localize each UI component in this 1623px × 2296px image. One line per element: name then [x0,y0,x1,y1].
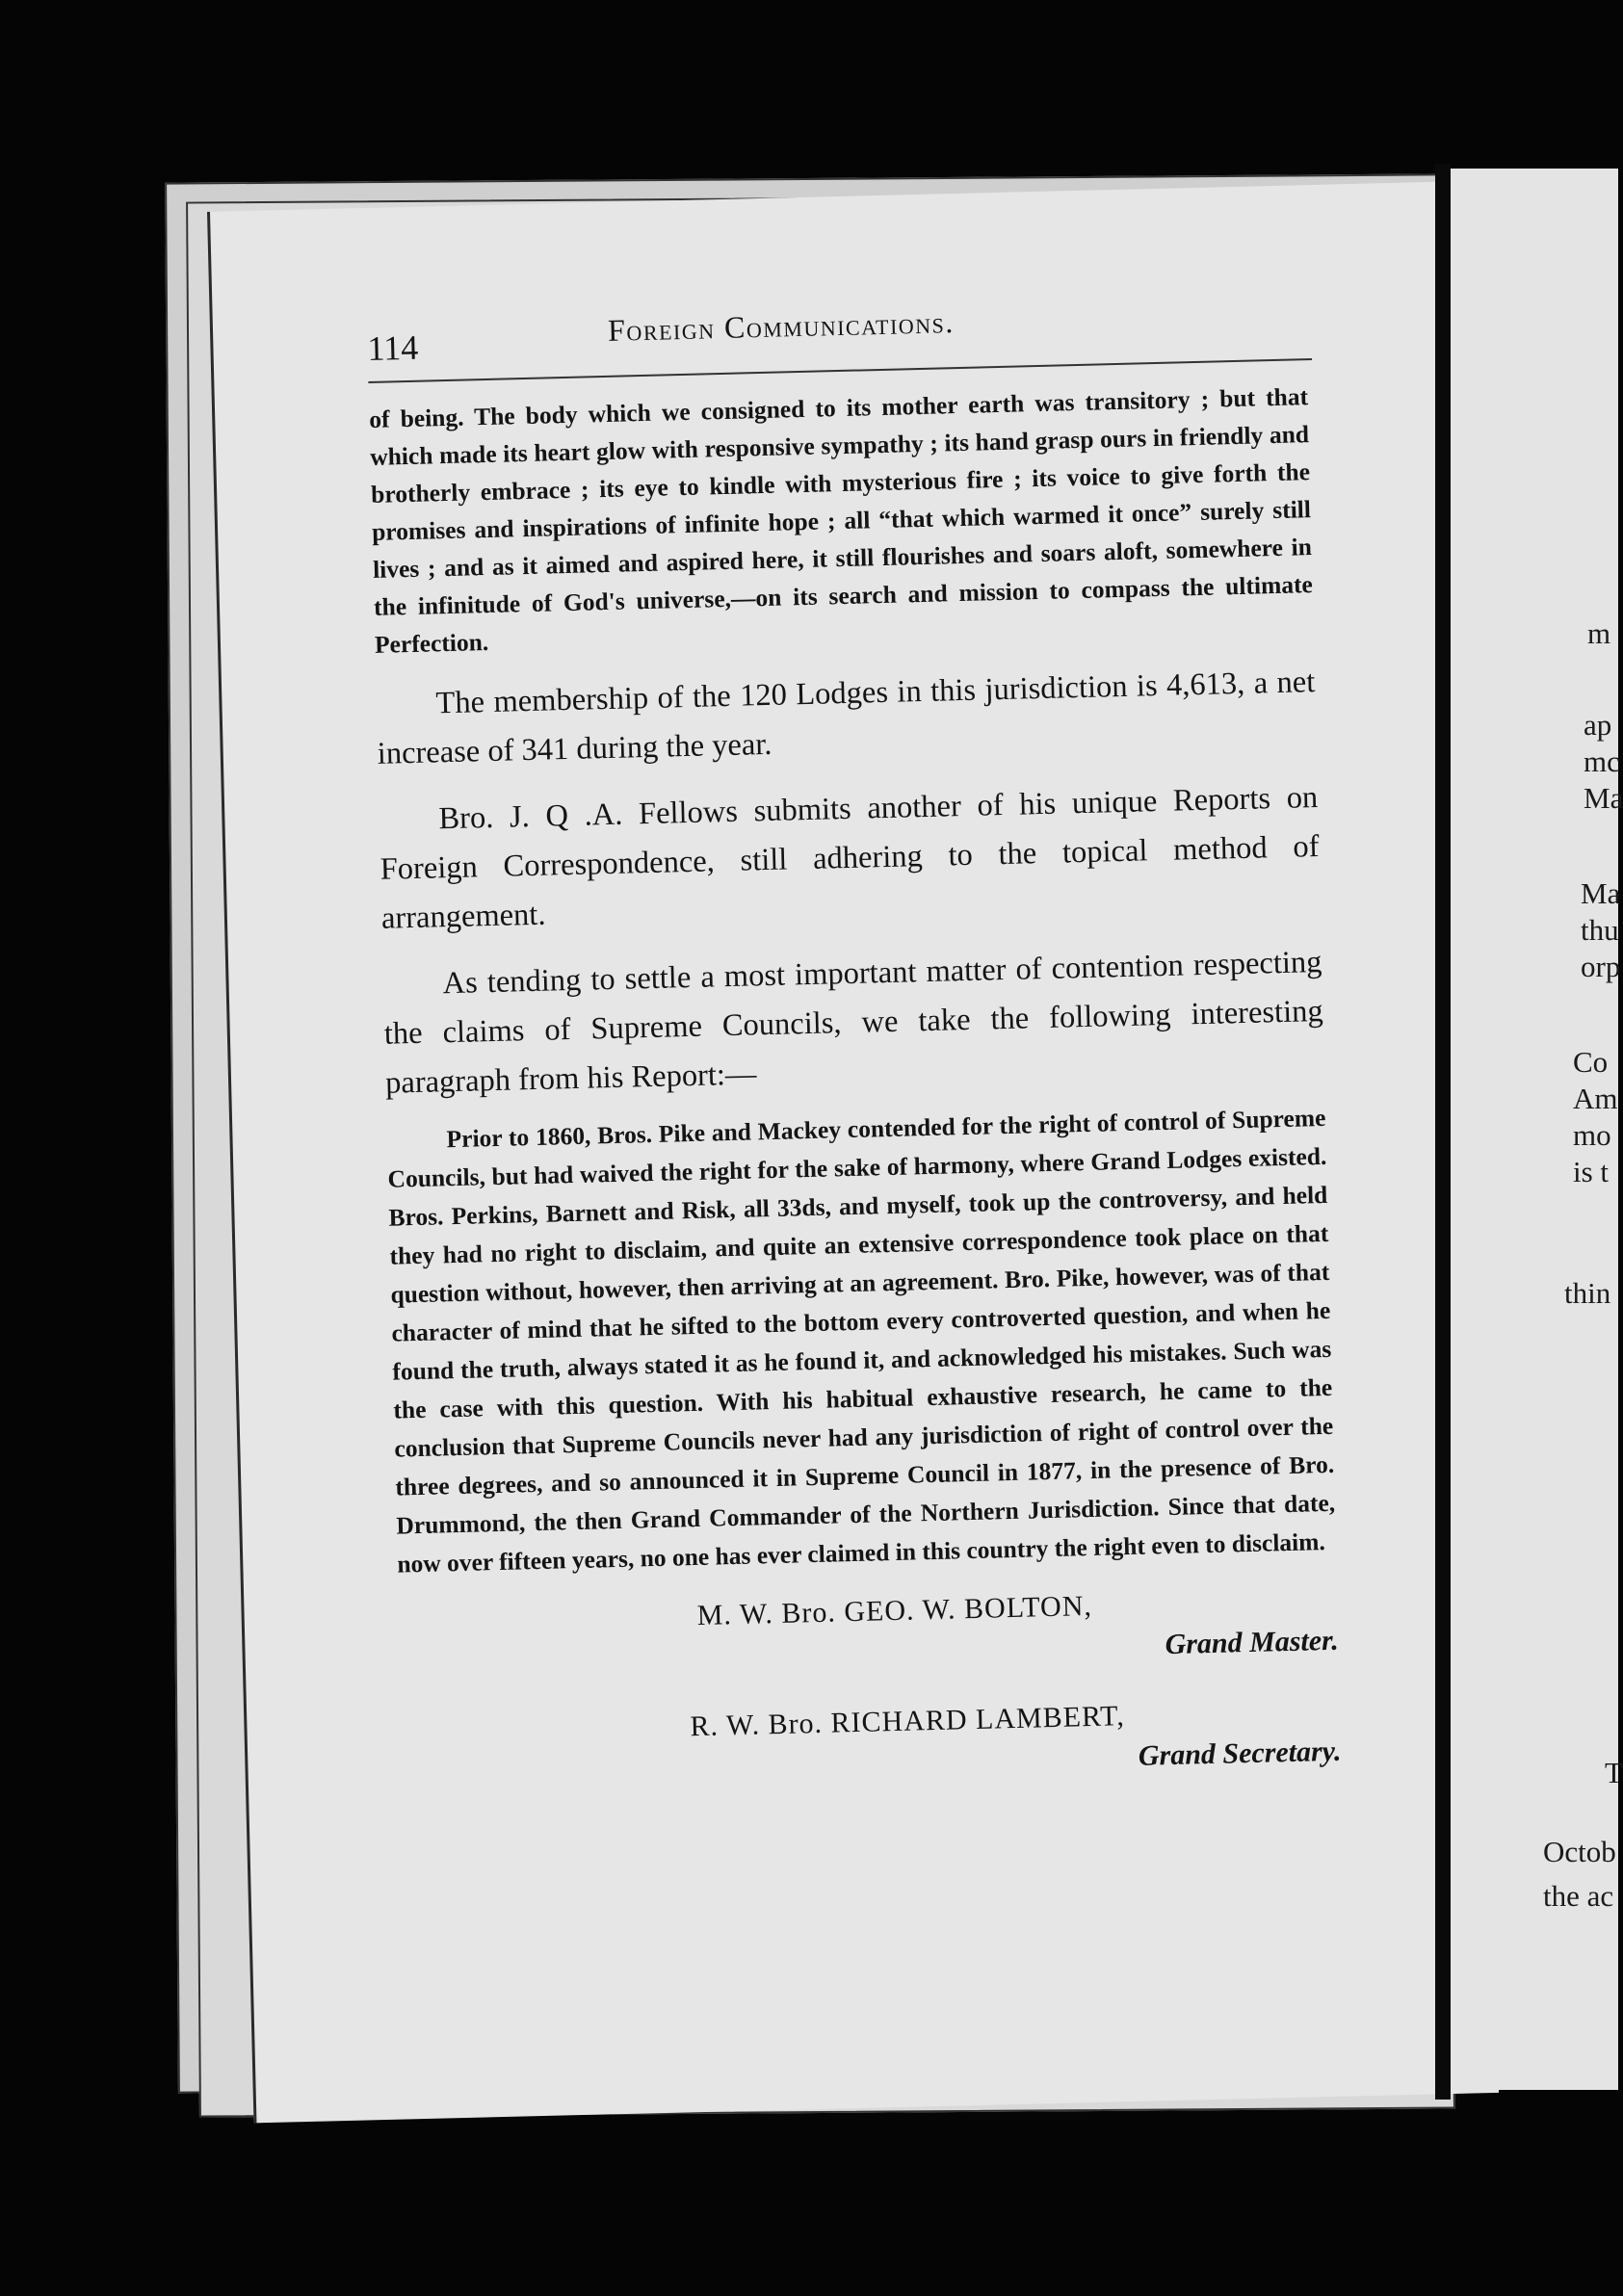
page-header [367,296,1312,377]
running-head: Foreign Communications. [607,304,955,348]
right-page-fragment: thu [1581,913,1619,947]
signature-name: M. W. Bro. GEO. W. BOLTON, [696,1589,1093,1631]
fellows-paragraph: Bro. J. Q .A. Fellows submits another of his unique Reports on Foreign Correspondence, still adhering to the topical method of arrangement. [380,780,1320,936]
right-page-fragment: Ma [1584,781,1623,815]
right-page-fragment: mo [1573,1118,1611,1152]
report-quotation: Prior to 1860, Bros. Pike and Mackey contended for the right of control of Supreme Councils, but had waived the right for the sake of harmony, where Grand Lodges existed. Bros. Perkins, Barnett and Risk, all 33ds, and myself, took up the controversy, and held they had no right to disclaim, and quite an extensive correspondence took place on that question without, however, then arriving at an agreement. Bro. Pike, however, was of that character of mind that he sifted to the bottom every controverted question, and when he found the truth, always stated it as he found it, and acknowledged his mistakes. Such was the case with this question. With his habitual exhaustive research, he came to the conclusion that Supreme Councils never had any jurisdiction of right of control over the three degrees, and so announced it in Supreme Council in 1877, in the presence of Bro. Drummond, the then Grand Commander of the Northern Jurisdiction. Since that date, now over fifteen years, no one has ever claimed in this country the right even to disclaim. [387,1103,1336,1578]
right-page-fragment: orp [1581,950,1621,983]
contention-paragraph: As tending to settle a most important matter of contention respecting the claims of Supreme Councils, we take the following interesting paragraph from his Report:— [383,944,1324,1101]
right-page-edge [1451,169,1623,2090]
book-gutter [1435,164,1451,2100]
page-body [369,378,1342,1775]
right-page-fragment: Co [1573,1045,1609,1079]
right-page-fragment: mc [1584,744,1620,778]
signature-title: Grand Secretary. [1138,1735,1342,1772]
right-page-fragment: Octob [1543,1835,1616,1868]
right-page-fragment: is t [1573,1155,1610,1188]
membership-paragraph: The membership of the 120 Lodges in this jurisdiction is 4,613, a net increase of 341 during the year. [377,665,1316,771]
page-number: 114 [367,327,419,368]
right-page-fragment: the ac [1543,1879,1614,1913]
signature-name: R. W. Bro. RICHARD LAMBERT, [690,1700,1126,1743]
right-page-fragment: Am [1573,1082,1618,1115]
right-page-fragment: ap [1584,708,1612,742]
left-page [207,181,1499,2123]
right-page-fragment: Ma [1581,876,1621,910]
continuation-paragraph: of being. The body which we consigned to its mother earth was transitory ; but that which made its heart glow with responsive sympathy ; its hand grasp ours in friendly and brotherly embrace ; its eye to kindle with mysterious fire ; its voice to give forth the promises and inspirations of infinite hope ; all “that which warmed it once” surely still lives ; and as it aimed and aspired here, it still flourishes and soars aloft, somewhere in the infinitude of God's universe,—on its search and mission to compass the ultimate Perfection. [368,382,1314,659]
right-page-fragment: thin [1564,1276,1611,1310]
right-page-fragment: T [1605,1756,1623,1789]
signature-title: Grand Master. [1165,1624,1339,1661]
right-page-fragment: m [1587,616,1611,650]
